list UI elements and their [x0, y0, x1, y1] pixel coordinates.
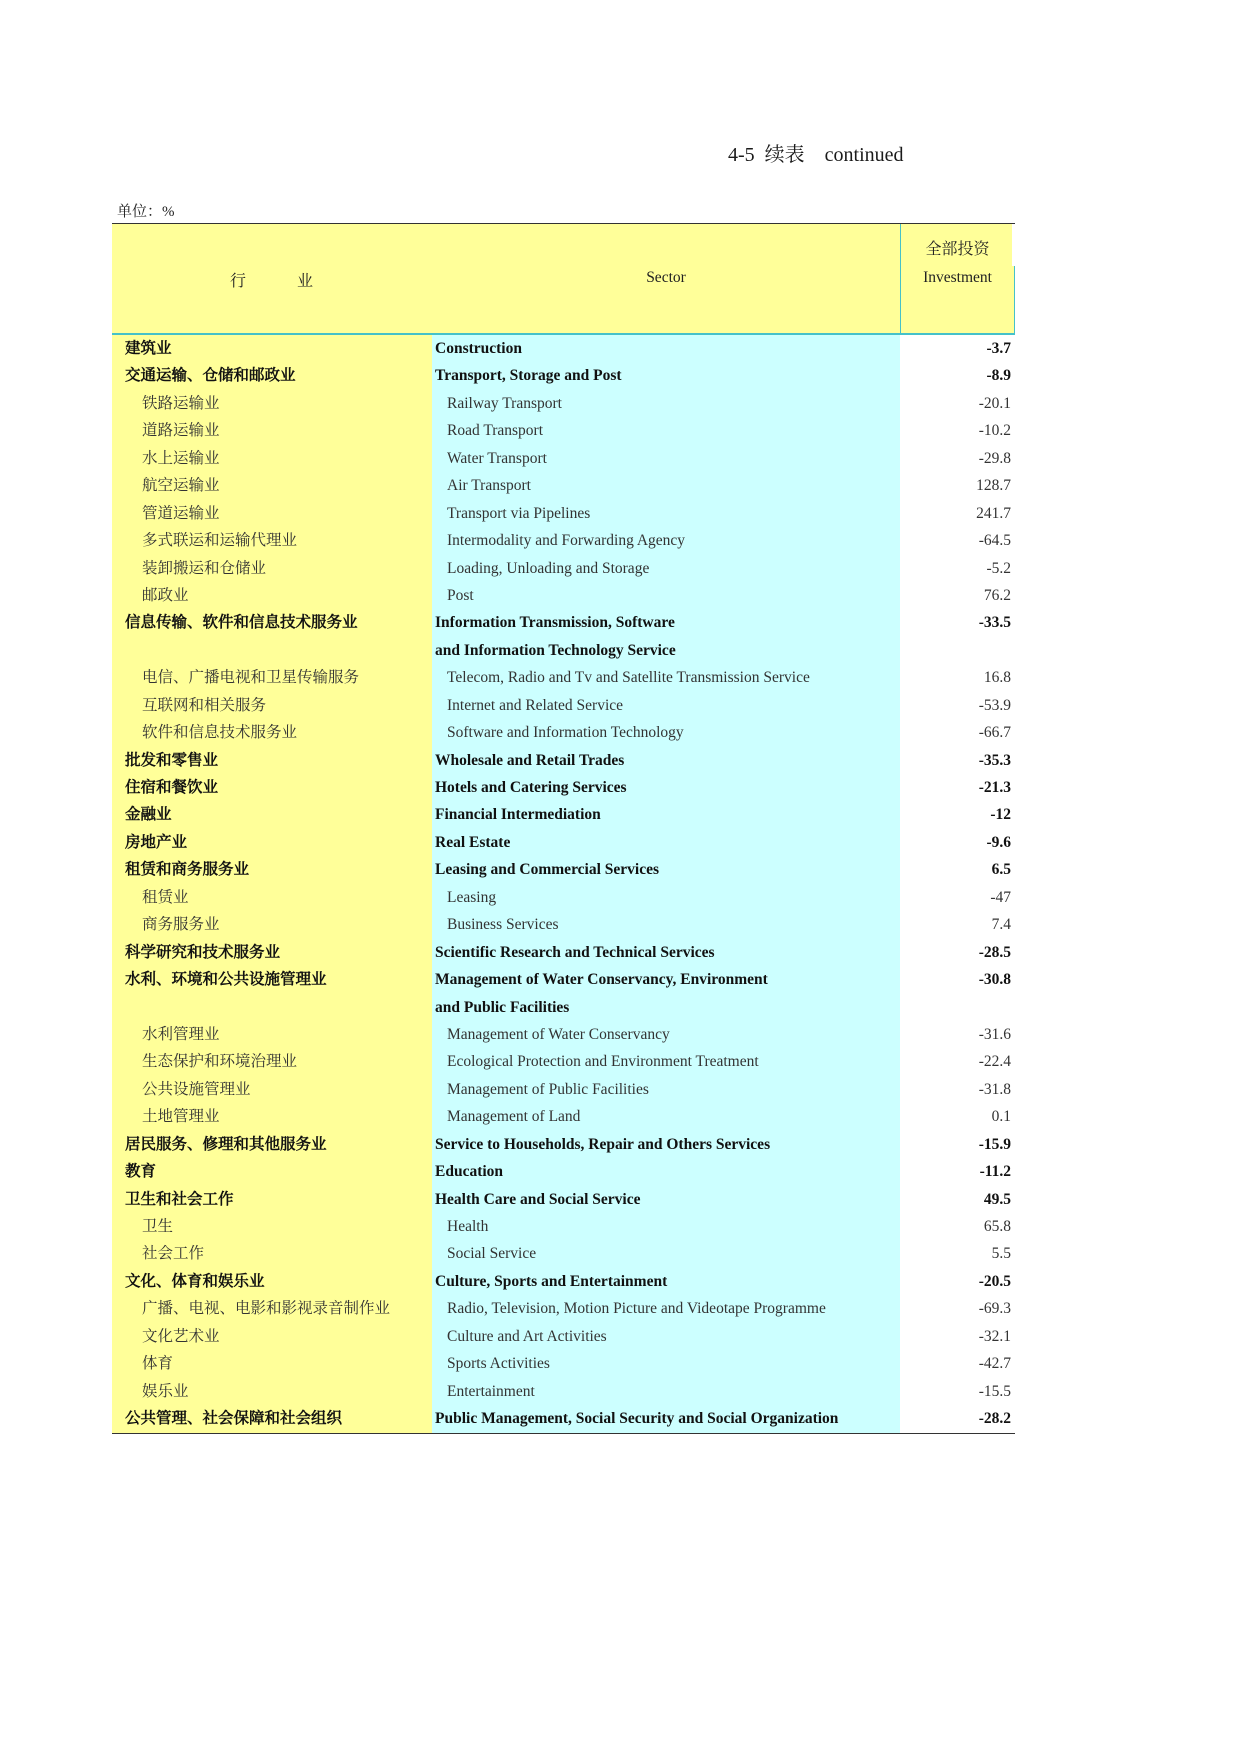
table-row	[112, 1021, 1015, 1048]
table-row	[112, 1103, 1015, 1130]
sector-en-cell: Air Transport	[432, 472, 900, 499]
investment-value-cell: -53.9	[900, 692, 1015, 719]
sector-en-cell: Hotels and Catering Services	[432, 774, 900, 801]
sector-en-cell: Loading, Unloading and Storage	[432, 555, 900, 582]
sector-en-cell: Water Transport	[432, 445, 900, 472]
table-row	[112, 500, 1015, 527]
sector-cn-cell: 卫生	[112, 1213, 432, 1240]
table-row	[112, 362, 1015, 389]
sector-cn-cell: 管道运输业	[112, 500, 432, 527]
investment-value-cell: -20.5	[900, 1268, 1015, 1295]
sector-en-cell: Management of Public Facilities	[432, 1076, 900, 1103]
investment-value-cell: 6.5	[900, 856, 1015, 883]
investment-value-cell: -15.5	[900, 1378, 1015, 1405]
sector-en-cell: Service to Households, Repair and Others Services	[432, 1131, 900, 1158]
sector-en-cell: Radio, Television, Motion Picture and Videotape Programme	[432, 1295, 900, 1322]
table-row	[112, 445, 1015, 472]
sector-en-cell: Business Services	[432, 911, 900, 938]
investment-value-cell: 76.2	[900, 582, 1015, 609]
sector-cn-cell: 社会工作	[112, 1240, 432, 1267]
sector-en-cell: Software and Information Technology	[432, 719, 900, 746]
sector-cn-cell: 软件和信息技术服务业	[112, 719, 432, 746]
table-row	[112, 527, 1015, 554]
sector-en-cell: Culture, Sports and Entertainment	[432, 1268, 900, 1295]
table-row	[112, 966, 1015, 993]
investment-value-cell: -22.4	[900, 1048, 1015, 1075]
sector-cn-cell: 土地管理业	[112, 1103, 432, 1130]
table-row	[112, 692, 1015, 719]
sector-cn-cell: 商务服务业	[112, 911, 432, 938]
header-investment-en-label: Investment	[923, 269, 992, 286]
sector-en-cell: Social Service	[432, 1240, 900, 1267]
table-row	[112, 1076, 1015, 1103]
sector-cn-cell: 水上运输业	[112, 445, 432, 472]
sector-cn-cell: 互联网和相关服务	[112, 692, 432, 719]
sector-en-cell: Financial Intermediation	[432, 801, 900, 828]
header-sector-cn-label: 行 业	[230, 273, 315, 290]
table-row	[112, 664, 1015, 691]
sector-en-cell: and Information Technology Service	[432, 637, 900, 664]
sector-en-cell: Health Care and Social Service	[432, 1186, 900, 1213]
investment-value-cell: -31.8	[900, 1076, 1015, 1103]
sector-cn-cell: 卫生和社会工作	[112, 1186, 432, 1213]
sector-cn-cell: 房地产业	[112, 829, 432, 856]
table-row	[112, 1186, 1015, 1213]
investment-value-cell: -9.6	[900, 829, 1015, 856]
investment-value-cell: 128.7	[900, 472, 1015, 499]
investment-value-cell: -3.7	[900, 335, 1015, 362]
sector-cn-cell: 道路运输业	[112, 417, 432, 444]
table-row	[112, 829, 1015, 856]
sector-en-cell: Public Management, Social Security and Social Organization	[432, 1405, 900, 1432]
header-investment-cn-label: 全部投资	[925, 241, 990, 258]
table-row	[112, 1240, 1015, 1267]
sector-en-cell: and Public Facilities	[432, 994, 900, 1021]
sector-en-cell: Education	[432, 1158, 900, 1185]
sector-cn-cell: 信息传输、软件和信息技术服务业	[112, 609, 432, 636]
table-row	[112, 582, 1015, 609]
sector-en-cell: Health	[432, 1213, 900, 1240]
table-row	[112, 637, 1015, 664]
sector-cn-cell: 公共管理、社会保障和社会组织	[112, 1405, 432, 1432]
sector-en-cell: Entertainment	[432, 1378, 900, 1405]
investment-value-cell: 16.8	[900, 664, 1015, 691]
investment-value-cell: -12	[900, 801, 1015, 828]
investment-value-cell: 0.1	[900, 1103, 1015, 1130]
investment-value-cell: -35.3	[900, 747, 1015, 774]
sector-cn-cell	[112, 994, 432, 1021]
table-row	[112, 1131, 1015, 1158]
header-sector-en-label: Sector	[646, 269, 686, 286]
sector-cn-cell: 文化、体育和娱乐业	[112, 1268, 432, 1295]
sector-en-cell: Intermodality and Forwarding Agency	[432, 527, 900, 554]
sector-cn-cell: 住宿和餐饮业	[112, 774, 432, 801]
sector-en-cell: Leasing	[432, 884, 900, 911]
table-row	[112, 1048, 1015, 1075]
sector-cn-cell: 租赁业	[112, 884, 432, 911]
table-row	[112, 1323, 1015, 1350]
table-row	[112, 555, 1015, 582]
investment-value-cell: -33.5	[900, 609, 1015, 636]
sector-en-cell: Railway Transport	[432, 390, 900, 417]
sector-en-cell: Road Transport	[432, 417, 900, 444]
sector-cn-cell: 航空运输业	[112, 472, 432, 499]
sector-en-cell: Information Transmission, Software	[432, 609, 900, 636]
sector-cn-cell: 装卸搬运和仓储业	[112, 555, 432, 582]
table-row	[112, 390, 1015, 417]
sector-en-cell: Transport, Storage and Post	[432, 362, 900, 389]
investment-value-cell: -5.2	[900, 555, 1015, 582]
investment-value-cell: -28.5	[900, 939, 1015, 966]
header-cell-investment	[900, 224, 1015, 333]
sector-cn-cell: 金融业	[112, 801, 432, 828]
table-row	[112, 472, 1015, 499]
sector-cn-cell: 建筑业	[112, 335, 432, 362]
table-row	[112, 801, 1015, 828]
table-title: 4-5 续表 continued	[728, 144, 904, 166]
sector-cn-cell: 体育	[112, 1350, 432, 1377]
sector-en-cell: Management of Water Conservancy, Environment	[432, 966, 900, 993]
sector-cn-cell: 多式联运和运输代理业	[112, 527, 432, 554]
table-row	[112, 911, 1015, 938]
sector-cn-cell: 邮政业	[112, 582, 432, 609]
sector-cn-cell: 教育	[112, 1158, 432, 1185]
sector-en-cell: Ecological Protection and Environment Treatment	[432, 1048, 900, 1075]
sector-en-cell: Management of Water Conservancy	[432, 1021, 900, 1048]
table-row	[112, 1295, 1015, 1322]
table-row	[112, 719, 1015, 746]
sector-en-cell: Leasing and Commercial Services	[432, 856, 900, 883]
sector-en-cell: Wholesale and Retail Trades	[432, 747, 900, 774]
sector-cn-cell: 生态保护和环境治理业	[112, 1048, 432, 1075]
header-cell-sector-cn	[112, 224, 432, 333]
investment-value-cell: -20.1	[900, 390, 1015, 417]
investment-value-cell: -11.2	[900, 1158, 1015, 1185]
investment-value-cell: -31.6	[900, 1021, 1015, 1048]
sector-en-cell: Real Estate	[432, 829, 900, 856]
investment-value-cell	[900, 994, 1015, 1021]
investment-value-cell: -10.2	[900, 417, 1015, 444]
table-row	[112, 1158, 1015, 1185]
table-row	[112, 939, 1015, 966]
sector-cn-cell: 租赁和商务服务业	[112, 856, 432, 883]
sector-cn-cell: 娱乐业	[112, 1378, 432, 1405]
table-row	[112, 1350, 1015, 1377]
table-row	[112, 747, 1015, 774]
investment-value-cell	[900, 637, 1015, 664]
sector-cn-cell: 科学研究和技术服务业	[112, 939, 432, 966]
investment-value-cell: -30.8	[900, 966, 1015, 993]
sector-en-cell: Telecom, Radio and Tv and Satellite Transmission Service	[432, 664, 900, 691]
sector-en-cell: Construction	[432, 335, 900, 362]
investment-value-cell: -29.8	[900, 445, 1015, 472]
table-row	[112, 884, 1015, 911]
table-body	[112, 335, 1015, 1434]
sector-cn-cell: 广播、电视、电影和影视录音制作业	[112, 1295, 432, 1322]
investment-value-cell: 65.8	[900, 1213, 1015, 1240]
table-row	[112, 335, 1015, 362]
sector-en-cell: Post	[432, 582, 900, 609]
table-row	[112, 856, 1015, 883]
investment-value-cell: -69.3	[900, 1295, 1015, 1322]
investment-value-cell: 49.5	[900, 1186, 1015, 1213]
investment-value-cell: -64.5	[900, 527, 1015, 554]
sector-en-cell: Scientific Research and Technical Services	[432, 939, 900, 966]
sector-en-cell: Culture and Art Activities	[432, 1323, 900, 1350]
table-row	[112, 609, 1015, 636]
sector-en-cell: Internet and Related Service	[432, 692, 900, 719]
sector-en-cell: Transport via Pipelines	[432, 500, 900, 527]
table-row	[112, 1378, 1015, 1405]
unit-label: 单位：%	[117, 204, 175, 220]
sector-cn-cell: 水利、环境和公共设施管理业	[112, 966, 432, 993]
table-row	[112, 1213, 1015, 1240]
sector-cn-cell: 电信、广播电视和卫星传输服务	[112, 664, 432, 691]
sector-cn-cell: 文化艺术业	[112, 1323, 432, 1350]
investment-value-cell: -8.9	[900, 362, 1015, 389]
investment-value-cell: 7.4	[900, 911, 1015, 938]
table-header	[112, 223, 1015, 335]
sector-cn-cell: 居民服务、修理和其他服务业	[112, 1131, 432, 1158]
investment-value-cell: 241.7	[900, 500, 1015, 527]
sector-cn-cell: 交通运输、仓储和邮政业	[112, 362, 432, 389]
investment-value-cell: -28.2	[900, 1405, 1015, 1432]
sector-cn-cell	[112, 637, 432, 664]
investment-value-cell: -21.3	[900, 774, 1015, 801]
sector-cn-cell: 水利管理业	[112, 1021, 432, 1048]
sector-cn-cell: 公共设施管理业	[112, 1076, 432, 1103]
investment-value-cell: 5.5	[900, 1240, 1015, 1267]
table-row	[112, 417, 1015, 444]
sector-cn-cell: 批发和零售业	[112, 747, 432, 774]
investment-value-cell: -66.7	[900, 719, 1015, 746]
sector-en-cell: Sports Activities	[432, 1350, 900, 1377]
table-row	[112, 1405, 1015, 1432]
investment-value-cell: -32.1	[900, 1323, 1015, 1350]
table-row	[112, 994, 1015, 1021]
sector-cn-cell: 铁路运输业	[112, 390, 432, 417]
investment-value-cell: -42.7	[900, 1350, 1015, 1377]
statistics-table	[112, 223, 1015, 1434]
table-row	[112, 774, 1015, 801]
sector-en-cell: Management of Land	[432, 1103, 900, 1130]
investment-value-cell: -47	[900, 884, 1015, 911]
header-cell-sector-en	[432, 224, 900, 333]
investment-value-cell: -15.9	[900, 1131, 1015, 1158]
table-row	[112, 1268, 1015, 1295]
